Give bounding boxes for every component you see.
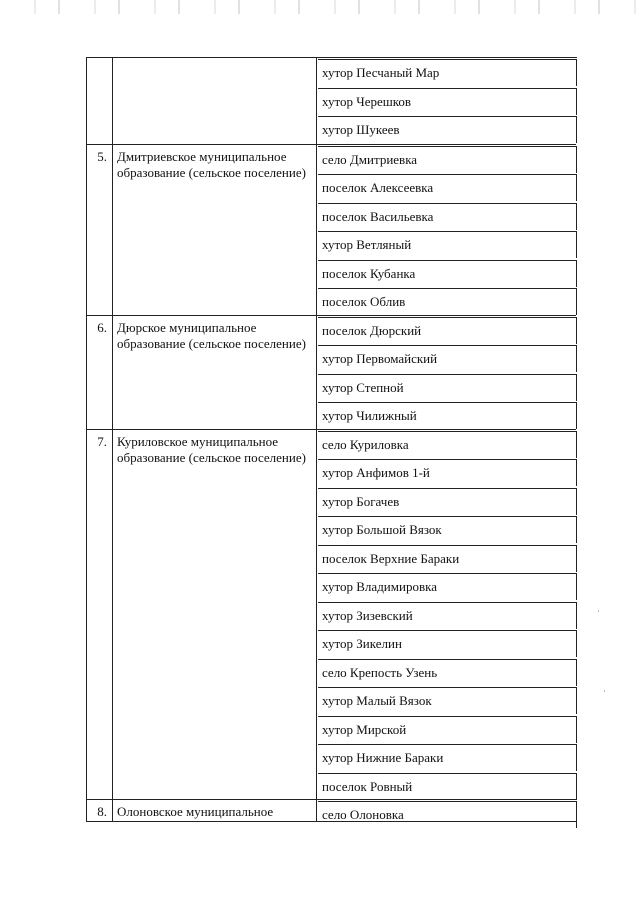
- settlement-cell: хутор Анфимов 1-й: [318, 459, 577, 486]
- settlement-cell: хутор Чилижный: [318, 402, 577, 429]
- row-number: 8.: [87, 800, 113, 821]
- settlement-cell: хутор Зикелин: [318, 630, 577, 657]
- settlement-cell: село Куриловка: [318, 431, 577, 458]
- settlement-cell: хутор Мирской: [318, 716, 577, 743]
- table-row: [87, 799, 576, 821]
- settlement-cell: поселок Алексеевка: [318, 174, 577, 201]
- settlement-cell: хутор Шукеев: [318, 116, 577, 143]
- row-number: 7.: [87, 430, 113, 800]
- settlement-cell: поселок Верхние Бараки: [318, 545, 577, 572]
- settlement-cell: хутор Малый Вязок: [318, 687, 577, 714]
- settlement-cell: хутор Богачев: [318, 488, 577, 515]
- settlement-cell: хутор Владимировка: [318, 573, 577, 600]
- municipality-name: Куриловское муниципальное образование (сельское поселение): [113, 430, 317, 800]
- settlement-cell: поселок Кубанка: [318, 260, 577, 287]
- municipality-name: Дюрское муниципальное образование (сельское поселение): [113, 316, 317, 429]
- settlement-cell: село Олоновка: [318, 801, 577, 828]
- table-row: [87, 144, 576, 315]
- settlement-cell: поселок Облив: [318, 288, 577, 315]
- row-number: 6.: [87, 316, 113, 429]
- settlement-cell: хутор Первомайский: [318, 345, 577, 372]
- scan-speck: [604, 690, 605, 692]
- settlement-cell: хутор Ветляный: [318, 231, 577, 258]
- settlement-cell: поселок Ровный: [318, 773, 577, 800]
- settlements-table: [86, 57, 577, 822]
- municipality-name: Олоновское муниципальное: [113, 800, 317, 821]
- row-number: 5.: [87, 145, 113, 315]
- settlement-cell: хутор Степной: [318, 374, 577, 401]
- municipality-name: Дмитриевское муниципальное образование (сельское поселение): [113, 145, 317, 315]
- settlement-cell: хутор Нижние Бараки: [318, 744, 577, 771]
- settlement-cell: поселок Дюрский: [318, 317, 577, 344]
- settlement-cell: село Дмитриевка: [318, 146, 577, 173]
- settlement-cell: село Крепость Узень: [318, 659, 577, 686]
- settlement-cell: хутор Черешков: [318, 88, 577, 115]
- settlement-cell: хутор Зизевский: [318, 602, 577, 629]
- table-row: [87, 315, 576, 429]
- row-number: [87, 58, 113, 144]
- settlement-cell: хутор Песчаный Мар: [318, 59, 577, 86]
- table-row: [87, 58, 576, 144]
- table-row: [87, 429, 576, 800]
- settlement-cell: поселок Васильевка: [318, 203, 577, 230]
- scan-top-noise: [0, 0, 640, 14]
- municipality-name: [113, 58, 317, 144]
- settlement-cell: хутор Большой Вязок: [318, 516, 577, 543]
- scan-speck: [598, 610, 599, 612]
